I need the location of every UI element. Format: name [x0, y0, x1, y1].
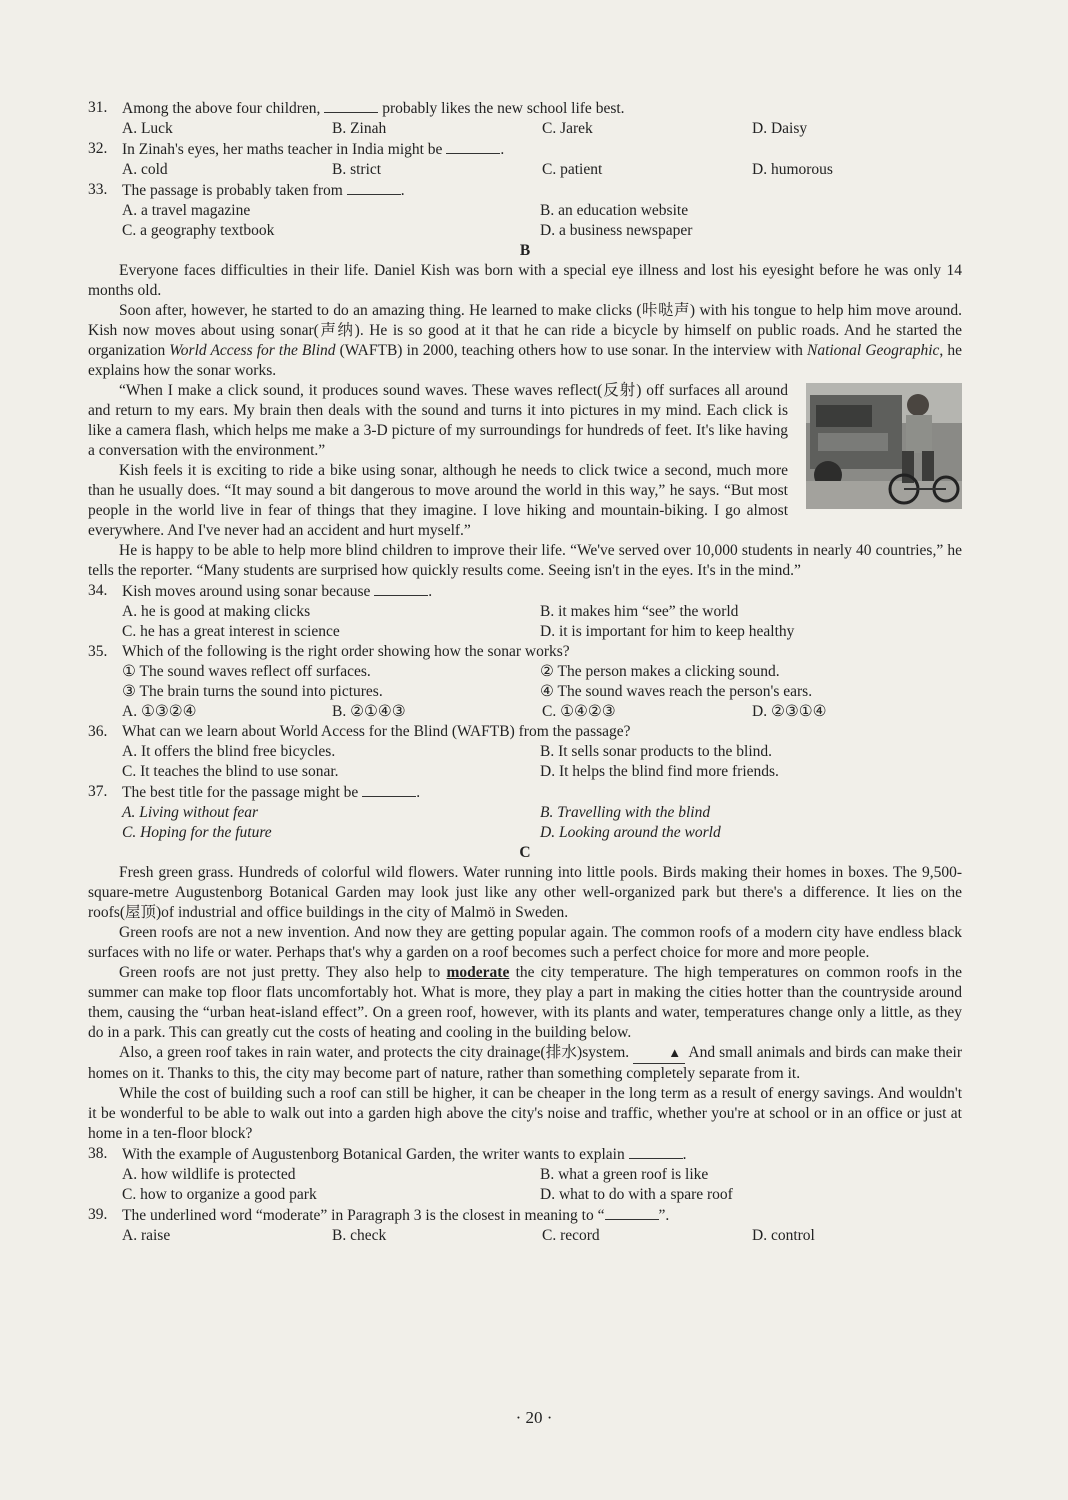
answer-blank [374, 581, 428, 596]
options-35 [88, 702, 962, 722]
options-38 [88, 1165, 962, 1205]
option-d: D. humorous [752, 161, 833, 178]
step-3: ③ The brain turns the sound into pictures. [122, 683, 383, 700]
option-c: C. It teaches the blind to use sonar. [122, 763, 339, 780]
question-38 [88, 1144, 962, 1165]
option-c: C. a geography textbook [122, 222, 275, 239]
step-4: ④ The sound waves reach the person's ears. [540, 683, 813, 700]
options-31 [88, 119, 962, 139]
question-34 [88, 581, 962, 602]
passage-b-paragraph-5: He is happy to be able to help more blind children to improve their life. “We've served over 10,000 students in nearly 40 countries,” he tells the reporter. “Many students are surprised how quickly results come. Seeing isn't in the eyes. It's in the mind.” [88, 542, 962, 579]
underlined-word: moderate [446, 964, 510, 981]
question-number: 32. [88, 140, 108, 157]
option-c: C. he has a great interest in science [122, 623, 340, 640]
question-39 [88, 1205, 962, 1226]
option-c: C. record [542, 1227, 600, 1244]
photo-boy-on-bicycle [806, 383, 962, 509]
organization-name: World Access for the Blind [169, 342, 336, 359]
question-stem: Which of the following is the right order showing how the sonar works? [122, 643, 570, 660]
question-stem: With the example of Augustenborg Botanical Garden, the writer wants to explain . [122, 1146, 687, 1163]
options-34 [88, 602, 962, 642]
section-heading-b: B [519, 242, 531, 259]
question-number: 37. [88, 783, 108, 800]
options-32 [88, 160, 962, 180]
passage-c-paragraph-2: Green roofs are not a new invention. And now they are getting popular again. The common roofs of a modern city have endless black surfaces with no life or water. Perhaps that's why a garden on a roof becomes such a perfect choice for more and more people. [88, 924, 962, 961]
question-number: 38. [88, 1145, 108, 1162]
option-d: D. a business newspaper [540, 222, 693, 239]
page-number: · 20 · [515, 1408, 553, 1427]
option-d: D. It helps the blind find more friends. [540, 763, 779, 780]
option-b: B. ②①④③ [332, 703, 406, 720]
options-33 [88, 201, 962, 241]
option-d: D. ②③①④ [752, 703, 827, 720]
question-32 [88, 139, 962, 160]
option-c: C. patient [542, 161, 603, 178]
passage-c-paragraph-4: Also, a green roof takes in rain water, and protects the city drainage(排水)system. ▲ And small animals and birds can make their homes on it. Thanks to this, the city may become part of nature, rather than something completely separate from it. [88, 1044, 962, 1082]
options-36 [88, 742, 962, 782]
magazine-name: National Geographic [806, 342, 940, 359]
options-37 [88, 803, 962, 843]
blank-marker [633, 1043, 685, 1064]
question-36 [88, 722, 962, 742]
option-d: D. Looking around the world [540, 824, 721, 841]
question-31 [88, 98, 962, 119]
step-1: ① The sound waves reflect off surfaces. [122, 663, 371, 680]
question-number: 36. [88, 723, 108, 740]
passage-b-paragraph-3: “When I make a click sound, it produces sound waves. These waves reflect(反射) off surfaces all around and return to my ears. My brain then deals with the sound and turns it into pictures in my mind. Each click is like a camera flash, which helps me make a 3-D picture of my surroundings for hundreds of feet. It's like having a conversation with the environment.” [88, 382, 788, 459]
option-a: A. raise [122, 1227, 171, 1244]
option-b: B. It sells sonar products to the blind. [540, 743, 773, 760]
answer-blank [446, 139, 500, 154]
question-stem: Among the above four children, probably likes the new school life best. [122, 100, 625, 117]
option-a: A. Luck [122, 120, 173, 137]
cyclist-photo-icon [806, 383, 962, 509]
passage-c-paragraph-5: While the cost of building such a roof can still be higher, it can be cheaper in the long term as a result of energy savings. And wouldn't it be wonderful to be able to walk out into a garden high above the city's noise and traffic, whether you're at school or in an office or just at home in a ten-floor block? [88, 1085, 962, 1142]
passage-b-paragraph-2: Soon after, however, he started to do an amazing thing. He learned to make clicks (咔哒声) with his tongue to help him move around. Kish now moves about using sonar(声纳). He is so good at it that he can ride a bicycle by himself on public roads. And he started the organization World Access for the Blind (WAFTB) in 2000, teaching others how to use sonar. In the interview with National Geographic, he explains how the sonar works. [88, 302, 962, 379]
answer-blank [362, 782, 416, 797]
option-c: C. Hoping for the future [122, 824, 272, 841]
triangle-icon: ▲ [668, 1045, 682, 1060]
question-37 [88, 782, 962, 803]
option-b: B. Travelling with the blind [540, 804, 711, 821]
option-b: B. check [332, 1227, 387, 1244]
question-stem: The underlined word “moderate” in Paragraph 3 is the closest in meaning to “ ”. [122, 1207, 670, 1224]
options-39 [88, 1226, 962, 1246]
passage-b-paragraph-4: Kish feels it is exciting to ride a bike using sonar, although he needs to click twice a second, much more than he usually does. “It may sound a bit dangerous to move around the world in this way,” he says. “But most people in the world live in fear of things that they imagine. I love hiking and mountain-biking. I go almost everywhere. And I've never had an accident and hurt myself.” [88, 462, 788, 539]
steps-35 [88, 662, 962, 702]
option-c: C. Jarek [542, 120, 593, 137]
question-35 [88, 642, 962, 662]
option-b: B. Zinah [332, 120, 387, 137]
answer-blank [347, 180, 401, 195]
option-d: D. it is important for him to keep healthy [540, 623, 795, 640]
answer-blank [324, 98, 378, 113]
worksheet-page [88, 98, 962, 1246]
option-b: B. strict [332, 161, 382, 178]
question-stem: The best title for the passage might be . [122, 784, 421, 801]
option-b: B. it makes him “see” the world [540, 603, 739, 620]
step-2: ② The person makes a clicking sound. [540, 663, 780, 680]
option-a: A. ①③②④ [122, 703, 197, 720]
question-stem: In Zinah's eyes, her maths teacher in India might be . [122, 141, 505, 158]
option-a: A. Living without fear [122, 804, 259, 821]
option-a: A. he is good at making clicks [122, 603, 311, 620]
question-stem: The passage is probably taken from . [122, 182, 405, 199]
question-number: 35. [88, 643, 108, 660]
option-a: A. a travel magazine [122, 202, 251, 219]
option-b: B. an education website [540, 202, 689, 219]
option-c: C. how to organize a good park [122, 1186, 317, 1203]
question-stem: Kish moves around using sonar because . [122, 583, 433, 600]
answer-blank [605, 1205, 659, 1220]
question-number: 31. [88, 99, 108, 116]
option-d: D. Daisy [752, 120, 808, 137]
question-number: 33. [88, 181, 108, 198]
option-a: A. It offers the blind free bicycles. [122, 743, 336, 760]
question-33 [88, 180, 962, 201]
question-number: 39. [88, 1206, 108, 1223]
option-a: A. how wildlife is protected [122, 1166, 296, 1183]
option-d: D. control [752, 1227, 815, 1244]
option-a: A. cold [122, 161, 168, 178]
answer-blank [629, 1144, 683, 1159]
option-d: D. what to do with a spare roof [540, 1186, 733, 1203]
question-number: 34. [88, 582, 108, 599]
section-heading-c: C [519, 844, 531, 861]
question-stem: What can we learn about World Access for the Blind (WAFTB) from the passage? [122, 723, 631, 740]
option-c: C. ①④②③ [542, 703, 616, 720]
option-b: B. what a green roof is like [540, 1166, 709, 1183]
passage-c-paragraph-3: Green roofs are not just pretty. They also help to moderate the city temperature. The high temperatures on common roofs in the summer can make top floor flats uncomfortably hot. What is more, they play a part in making the cities hotter than the countryside around them, causing the “urban heat-island effect”. On a green roof, however, with its plants and water, temperatures change only a little, as they do in a park. This can greatly cut the costs of heating and cooling in the building below. [88, 964, 962, 1041]
passage-b-paragraph-1: Everyone faces difficulties in their life. Daniel Kish was born with a special eye illness and lost his eyesight before he was only 14 months old. [88, 262, 962, 299]
passage-c-paragraph-1: Fresh green grass. Hundreds of colorful wild flowers. Water running into little pools. Birds making their homes in boxes. The 9,500-square-metre Augustenborg Botanical Garden may look just like any other well-organized park but there's a difference. It lies on the roofs(屋顶)of industrial and office buildings in the city of Malmö in Sweden. [88, 864, 962, 921]
